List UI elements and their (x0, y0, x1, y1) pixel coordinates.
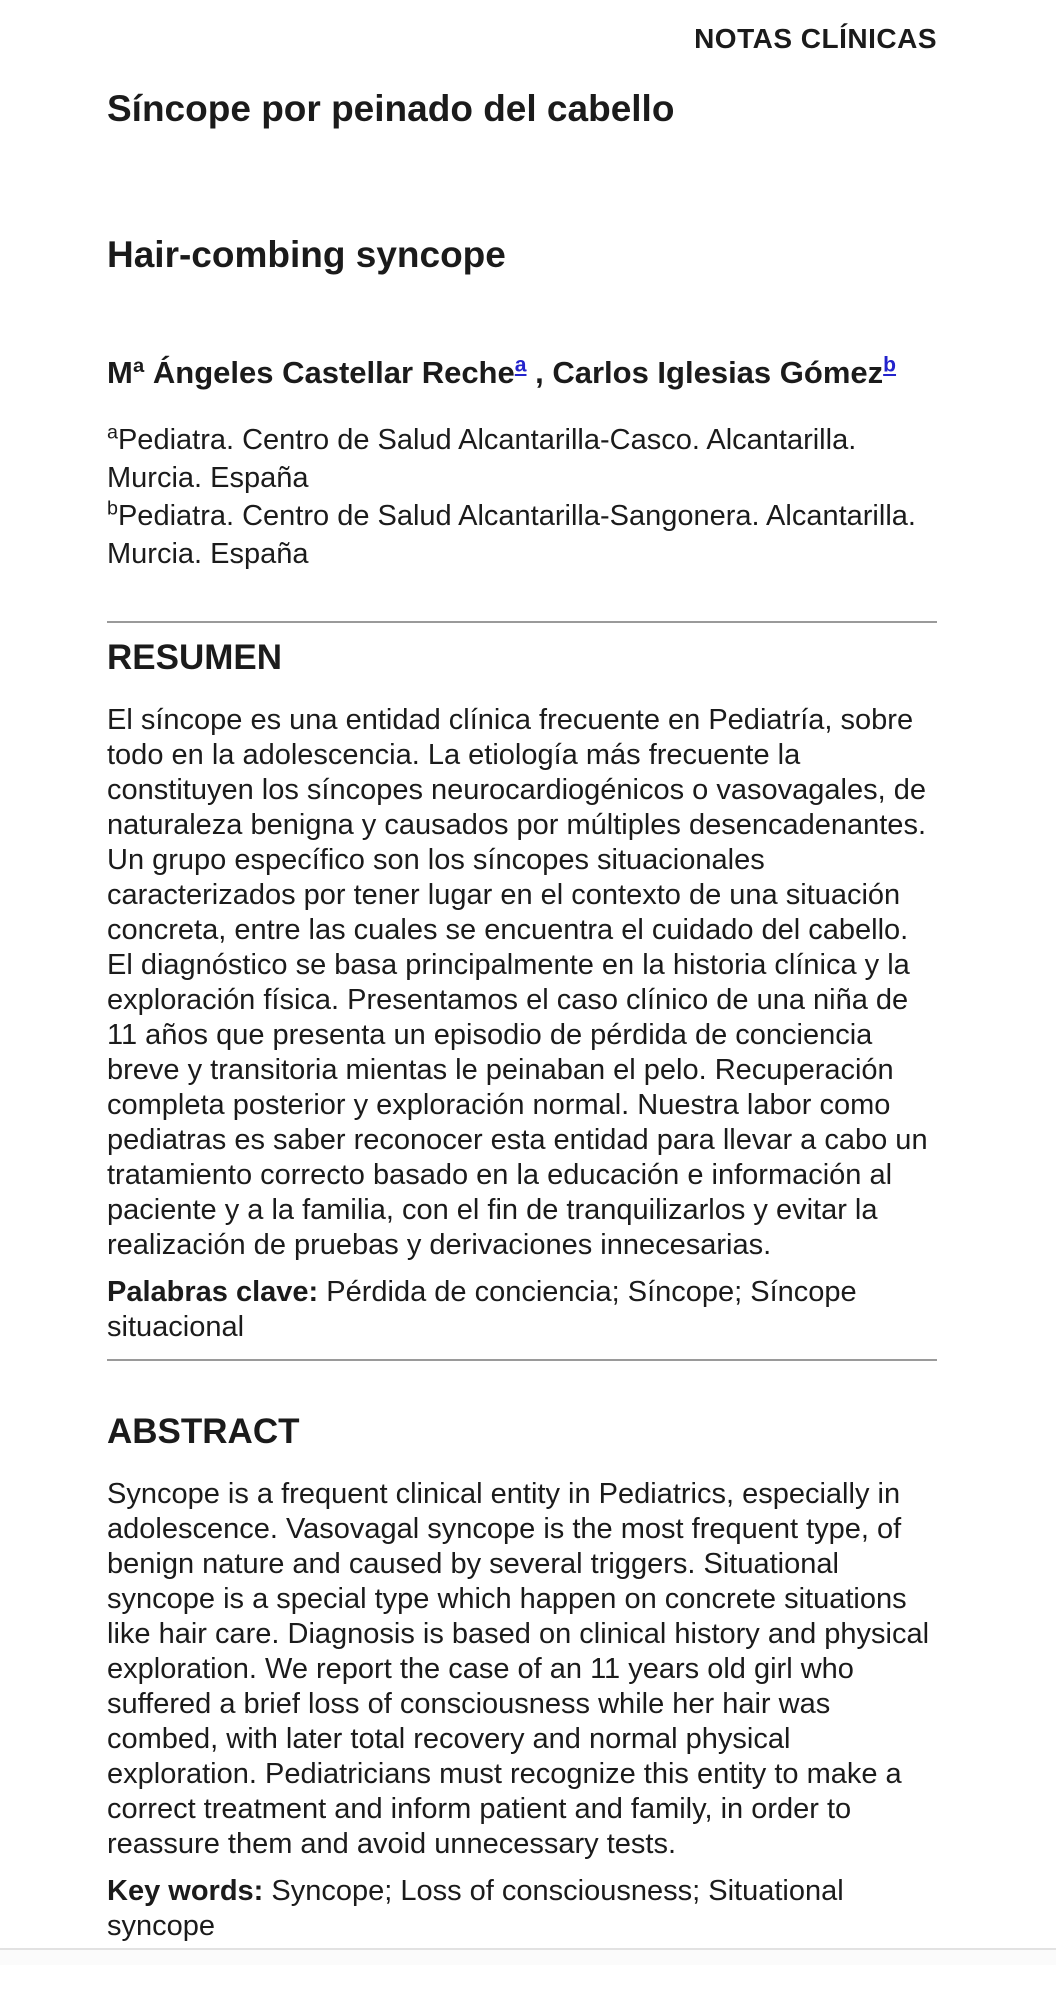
affiliations-block (107, 421, 937, 573)
resumen-heading: RESUMEN (107, 638, 283, 677)
key-words-label: Key words: (107, 1875, 264, 1907)
authors-line (107, 353, 937, 393)
affiliation-item-a (107, 421, 937, 497)
affiliation-ref-b: b (107, 497, 118, 520)
key-words-values: Syncope; Loss of consciousness; Situational syncope (107, 1875, 844, 1942)
journal-section-label: NOTAS CLÍNICAS (694, 23, 937, 54)
affiliation-ref-a: a (107, 421, 118, 444)
section-divider-top (107, 621, 937, 623)
page-bottom-strip (0, 1950, 1056, 1965)
author-separator: , (526, 355, 553, 390)
affiliation-text-b: Pediatra. Centro de Salud Alcantarilla-Sangonera. Alcantarilla. Murcia. España (107, 500, 916, 570)
author-name-2: Carlos Iglesias Gómez (552, 355, 884, 390)
article-title-english: Hair-combing syncope (107, 234, 506, 275)
key-words-line (107, 1874, 937, 1944)
affiliation-text-a: Pediatra. Centro de Salud Alcantarilla-Casco. Alcantarilla. Murcia. España (107, 424, 857, 494)
section-divider-middle (107, 1359, 937, 1361)
resumen-body-text: El síncope es una entidad clínica frecuente en Pediatría, sobre todo en la adolescencia. La etiología más frecuente la constituyen los síncopes neurocardiogénicos o vasovagales, de naturaleza benigna y causados por múltiples desencadenantes. Un grupo específico son los síncopes situacionales caracterizados por tener lugar en el contexto de una situación concreta, entre las cuales se encuentra el cuidado del cabello. El diagnóstico se basa principalmente en la historia clínica y la exploración física. Presentamos el caso clínico de una niña de 11 años que presenta un episodio de pérdida de conciencia breve y transitoria mientas le peinaban el pelo. Recuperación completa posterior y exploración normal. Nuestra labor como pediatras es saber reconocer esta entidad para llevar a cabo un tratamiento correcto basado en la educación e información al paciente y a la familia, con el fin de tranquilizarlos y evitar la realización de pruebas y derivaciones innecesarias. (107, 704, 928, 1261)
affiliation-item-b (107, 497, 937, 573)
abstract-heading: ABSTRACT (107, 1412, 300, 1451)
palabras-clave-line (107, 1275, 937, 1345)
abstract-body-text: Syncope is a frequent clinical entity in Pediatrics, especially in adolescence. Vasovagal syncope is the most frequent type, of benign nature and caused by several triggers. Situational syncope is a special type which happen on concrete situations like hair care. Diagnosis is based on clinical history and physical exploration. We report the case of an 11 years old girl who suffered a brief loss of consciousness while her hair was combed, with later total recovery and normal physical exploration. Pediatricians must recognize this entity to make a correct treatment and inform patient and family, in order to reassure them and avoid unnecessary tests. (107, 1478, 930, 1860)
author-affiliation-link-a[interactable]: a (514, 353, 527, 377)
author-affiliation-link-b[interactable]: b (883, 353, 897, 377)
article-title-spanish: Síncope por peinado del cabello (107, 88, 675, 129)
author-name-1: Mª Ángeles Castellar Reche (107, 355, 515, 390)
palabras-clave-label: Palabras clave: (107, 1276, 319, 1308)
palabras-clave-values: Pérdida de conciencia; Síncope; Síncope situacional (107, 1276, 857, 1343)
